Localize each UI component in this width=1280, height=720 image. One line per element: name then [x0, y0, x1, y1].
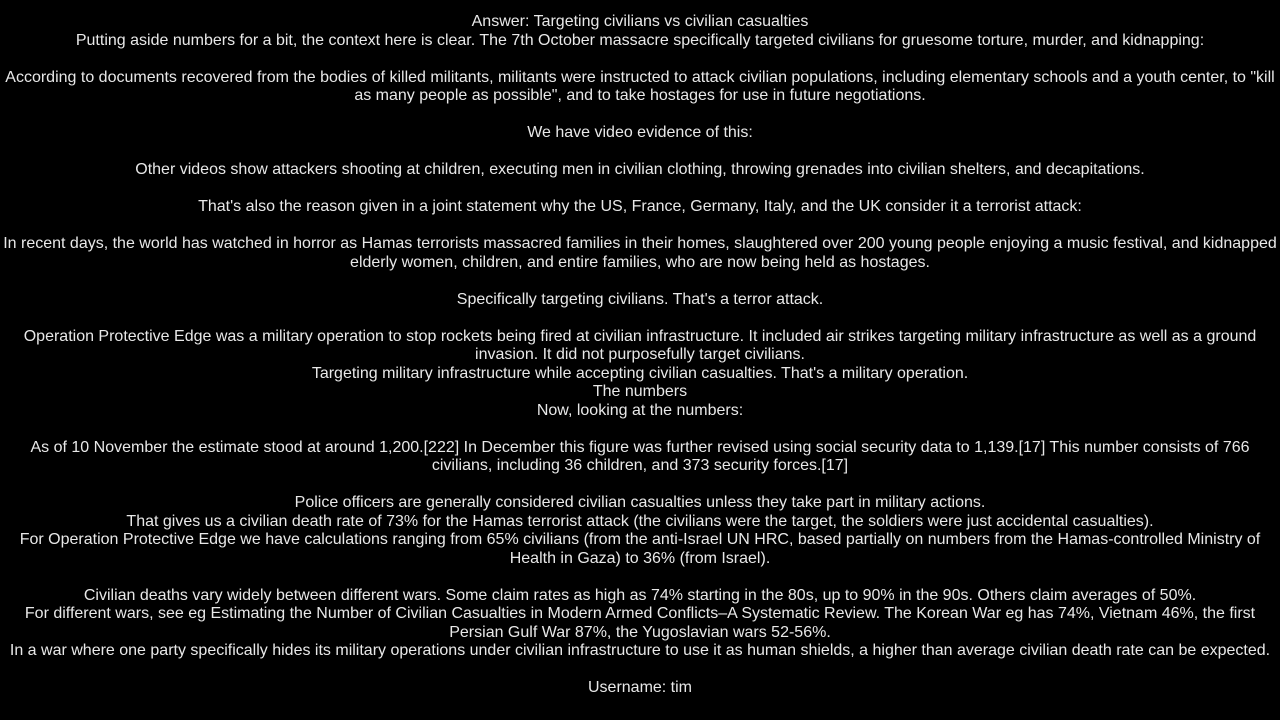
answer-title: Answer: Targeting civilians vs civilian casualties	[471, 13, 809, 30]
username-line: Username: tim	[587, 679, 693, 696]
paragraph-video-evidence: We have video evidence of this:	[527, 124, 753, 141]
heading-the-numbers: The numbers	[592, 383, 688, 400]
paragraph-military-operation: Targeting military infrastructure while accepting civilian casualties. That's a military operation.	[311, 364, 969, 382]
paragraph-looking-at-numbers: Now, looking at the numbers:	[536, 401, 744, 419]
paragraph-different-wars: For different wars, see eg Estimating the Number of Civilian Casualties in Modern Armed Conflicts–A Systematic Review. The Korean War eg has 74%, Vietnam 46%, the first Persian Gulf War 87%, the Yugoslavian wars 52-56%.	[24, 605, 1256, 641]
paragraph-protective-edge-calculations: For Operation Protective Edge we have calculations ranging from 65% civilians (from the anti-Israel UN HRC, based partially on numbers from the Hamas-controlled Ministry of Health in Gaza) to 36% (from Israel).	[19, 531, 1261, 567]
paragraph-protective-edge: Operation Protective Edge was a military operation to stop rockets being fired at civilian infrastructure. It included air strikes targeting military infrastructure as well as a ground invasion. It did not purposefully target civilians.	[23, 327, 1257, 363]
paragraph-human-shields: In a war where one party specifically hides its military operations under civilian infrastructure to use it as human shields, a higher than average civilian death rate can be expected.	[9, 642, 1271, 659]
paragraph-joint-statement: That's also the reason given in a joint statement why the US, France, Germany, Italy, and the UK consider it a terrorist attack:	[198, 198, 1082, 215]
paragraph-other-videos: Other videos show attackers shooting at children, executing men in civilian clothing, throwing grenades into civilian shelters, and decapitations.	[135, 161, 1145, 178]
paragraph-documents: According to documents recovered from the bodies of killed militants, militants were instructed to attack civilian populations, including elementary schools and a youth center, to "kill as many people as possible", and to take hostages for use in future negotiations.	[5, 68, 1275, 104]
paragraph-death-rate: That gives us a civilian death rate of 73% for the Hamas terrorist attack (the civilians were the target, the soldiers were just accidental casualties).	[126, 512, 1154, 530]
quote-joint-statement: In recent days, the world has watched in horror as Hamas terrorists massacred families in their homes, slaughtered over 200 young people enjoying a music festival, and kidnapped elderly women, children, and entire families, who are now being held as hostages.	[3, 235, 1277, 271]
paragraph-police-officers: Police officers are generally considered civilian casualties unless they take part in military actions.	[294, 494, 986, 511]
paragraph-context: Putting aside numbers for a bit, the context here is clear. The 7th October massacre specifically targeted civilians for gruesome torture, murder, and kidnapping:	[75, 31, 1205, 49]
paragraph-estimate: As of 10 November the estimate stood at around 1,200.[222] In December this figure was further revised using social security data to 1,139.[17] This number consists of 766 civilians, including 36 children, and 373 security forces.[17]	[30, 438, 1250, 474]
paragraph-terror-attack: Specifically targeting civilians. That's a terror attack.	[456, 290, 824, 308]
paragraph-civilian-deaths-vary: Civilian deaths vary widely between different wars. Some claim rates as high as 74% starting in the 80s, up to 90% in the 90s. Others claim averages of 50%.	[83, 586, 1197, 604]
